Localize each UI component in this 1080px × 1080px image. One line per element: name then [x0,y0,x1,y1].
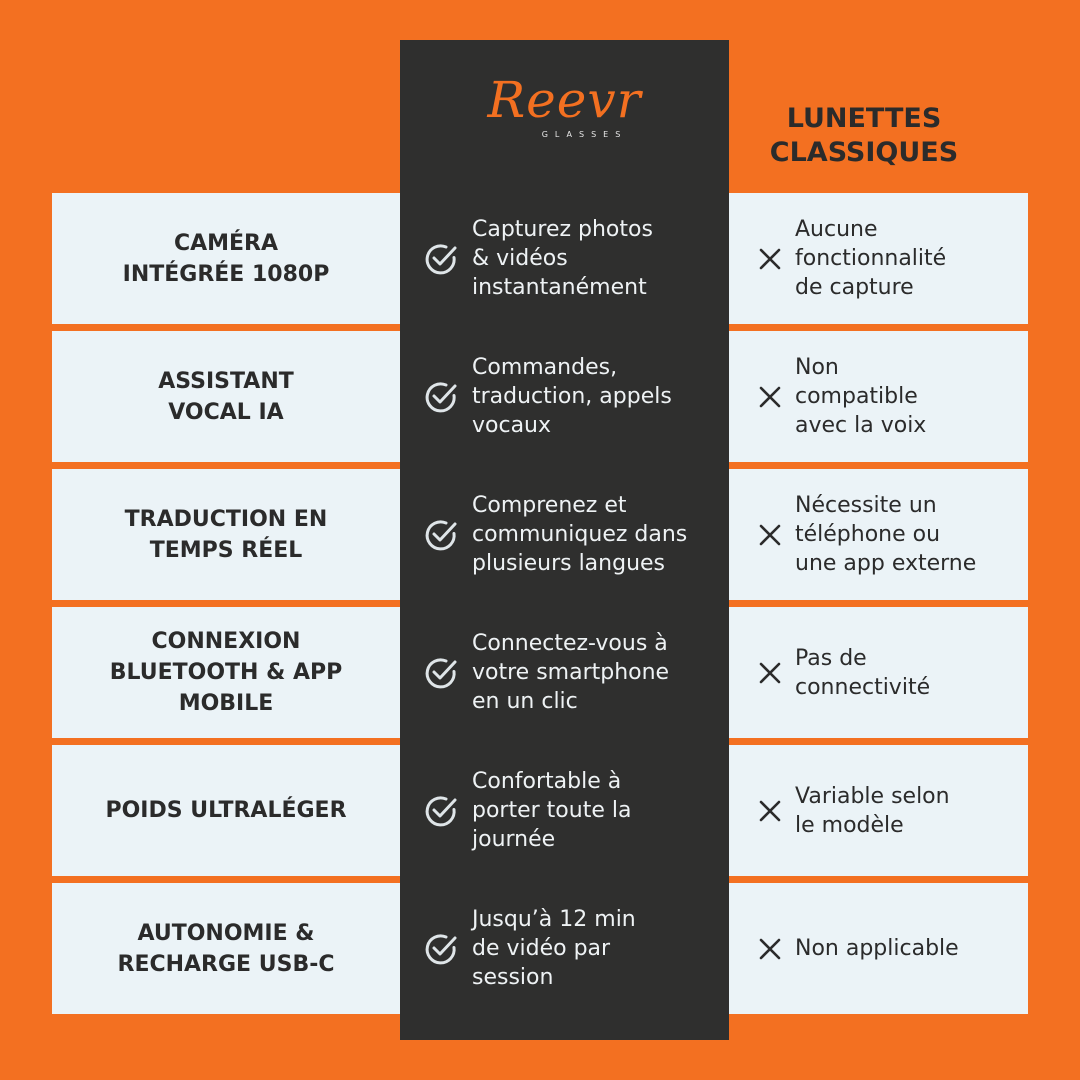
reevr-cell [400,331,729,462]
logo-tagline: GLASSES [541,130,628,139]
feature-label: CAMÉRA INTÉGRÉE 1080P [52,193,400,324]
x-icon [759,386,781,408]
comparison-row [52,883,1028,1014]
reevr-text: Confortable à porter toute la journée [472,769,632,852]
logo-wordmark: Reevr [487,71,642,129]
classic-text: Nécessite un téléphone ou une app externe [795,493,977,576]
check-circle-icon [424,932,458,966]
check-circle-icon [424,242,458,276]
classic-text: Pas de connectivité [795,645,931,700]
competitor-header: LUNETTES CLASSIQUES [769,103,959,168]
classic-text: Variable selon le modèle [795,783,950,838]
classic-cell [729,193,1028,324]
x-icon [759,248,781,270]
reevr-cell [400,745,729,876]
feature-label: ASSISTANT VOCAL IA [52,331,400,462]
feature-label: POIDS ULTRALÉGER [52,745,400,876]
comparison-row [52,331,1028,462]
x-icon [759,524,781,546]
reevr-cell [400,883,729,1014]
reevr-text: Commandes, traduction, appels vocaux [472,355,672,438]
classic-text: Non applicable [795,936,959,961]
classic-cell [729,883,1028,1014]
comparison-row [52,193,1028,324]
comparison-row [52,745,1028,876]
classic-text: Aucune fonctionnalité de capture [795,217,947,300]
classic-cell [729,469,1028,600]
comparison-row [52,607,1028,738]
check-circle-icon [424,656,458,690]
x-icon [759,662,781,684]
comparison-row [52,469,1028,600]
reevr-cell [400,193,729,324]
classic-cell [729,331,1028,462]
classic-cell [729,745,1028,876]
reevr-text: Comprenez et communiquez dans plusieurs langues [472,493,688,576]
feature-label: AUTONOMIE & RECHARGE USB-C [52,883,400,1014]
reevr-logo [400,70,729,160]
x-icon [759,938,781,960]
reevr-text: Jusqu’à 12 min de vidéo par session [472,907,636,990]
reevr-text: Capturez photos & vidéos instantanément [472,217,653,300]
classic-text: Non compatible avec la voix [795,355,927,438]
reevr-text: Connectez-vous à votre smartphone en un clic [472,631,670,714]
reevr-cell [400,469,729,600]
check-circle-icon [424,380,458,414]
check-circle-icon [424,518,458,552]
reevr-cell [400,607,729,738]
feature-label: TRADUCTION EN TEMPS RÉEL [52,469,400,600]
classic-cell [729,607,1028,738]
x-icon [759,800,781,822]
feature-label: CONNEXION BLUETOOTH & APP MOBILE [52,607,400,738]
check-circle-icon [424,794,458,828]
